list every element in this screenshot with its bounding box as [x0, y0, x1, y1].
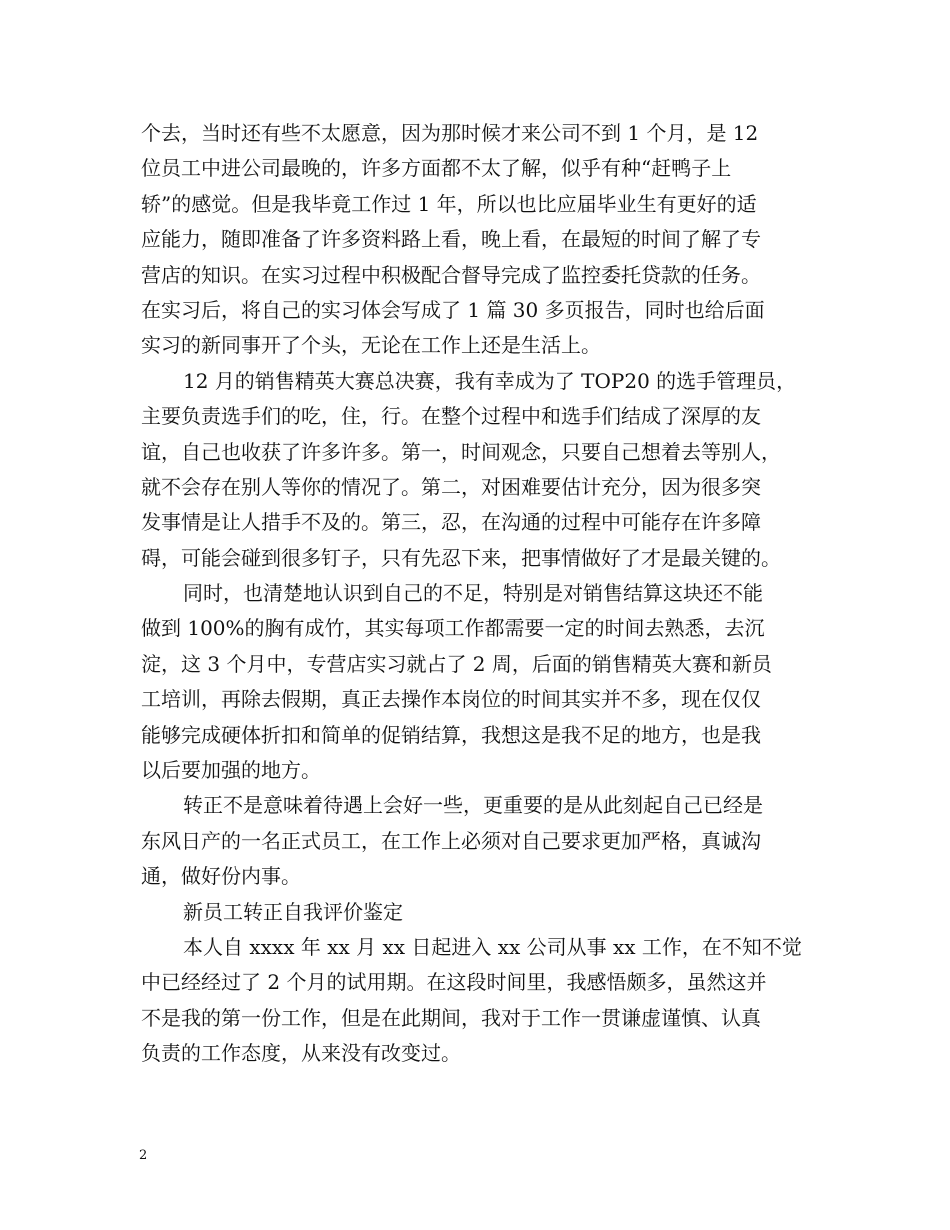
- text-line: 新员工转正自我评价鉴定: [183, 899, 403, 924]
- text-line: 转正不是意味着待遇上会好一些，更重要的是从此刻起自己已经是: [183, 793, 763, 818]
- text-line: 通，做好份内事。: [141, 864, 301, 889]
- text-line: 同时，也清楚地认识到自己的不足，特别是对销售结算这块还不能: [183, 581, 763, 606]
- text-line: 就不会存在别人等你的情况了。第二，对困难要估计充分，因为很多突: [141, 474, 761, 499]
- page-number: 2: [139, 1148, 148, 1163]
- text-line: 本人自 xxxx 年 xx 月 xx 日起进入 xx 公司从事 xx 工作，在不知不觉: [183, 934, 802, 959]
- text-line: 不是我的第一份工作，但是在此期间，我对于工作一贯谦虚谨慎、认真: [141, 1005, 761, 1030]
- text-line: 做到 100%的胸有成竹，其实每项工作都需要一定的时间去熟悉，去沉: [141, 616, 765, 641]
- text-line: 能够完成硬体折扣和简单的促销结算，我想这是我不足的地方，也是我: [141, 722, 761, 747]
- text-line: 应能力，随即准备了许多资料路上看，晚上看，在最短的时间了解了专: [141, 227, 761, 252]
- text-line: 12 月的销售精英大赛总决赛，我有幸成为了 TOP20 的选手管理员，: [183, 368, 797, 393]
- text-line: 营店的知识。在实习过程中积极配合督导完成了监控委托贷款的任务。: [141, 262, 761, 287]
- text-line: 实习的新同事开了个头，无论在工作上还是生活上。: [141, 333, 601, 358]
- text-line: 位员工中进公司最晚的，许多方面都不太了解，似乎有种“赶鸭子上: [141, 156, 732, 181]
- text-line: 淀，这 3 个月中，专营店实习就占了 2 周，后面的销售精英大赛和新员: [141, 651, 772, 676]
- text-line: 以后要加强的地方。: [141, 758, 321, 783]
- text-line: 个去，当时还有些不太愿意，因为那时候才来公司不到 1 个月，是 12: [141, 121, 759, 145]
- text-line: 主要负责选手们的吃，住，行。在整个过程中和选手们结成了深厚的友: [141, 404, 761, 429]
- text-line: 碍，可能会碰到很多钉子，只有先忍下来，把事情做好了才是最关键的。: [141, 545, 781, 570]
- text-line: 负责的工作态度，从来没有改变过。: [141, 1041, 461, 1066]
- text-line: 发事情是让人措手不及的。第三，忍，在沟通的过程中可能存在许多障: [141, 510, 761, 535]
- text-line: 谊，自己也收获了许多许多。第一，时间观念，只要自己想着去等别人，: [141, 439, 781, 464]
- text-line: 中已经经过了 2 个月的试用期。在这段时间里，我感悟颇多，虽然这并: [141, 970, 767, 995]
- text-line: 东风日产的一名正式员工，在工作上必须对自己要求更加严格，真诚沟: [141, 828, 761, 853]
- text-line: 轿”的感觉。但是我毕竟工作过 1 年，所以也比应届毕业生有更好的适: [141, 191, 757, 216]
- text-line: 工培训，再除去假期，真正去操作本岗位的时间其实并不多，现在仅仅: [141, 687, 761, 712]
- document-body: [141, 116, 813, 1072]
- text-line: 在实习后，将自己的实习体会写成了 1 篇 30 多页报告，同时也给后面: [141, 297, 765, 322]
